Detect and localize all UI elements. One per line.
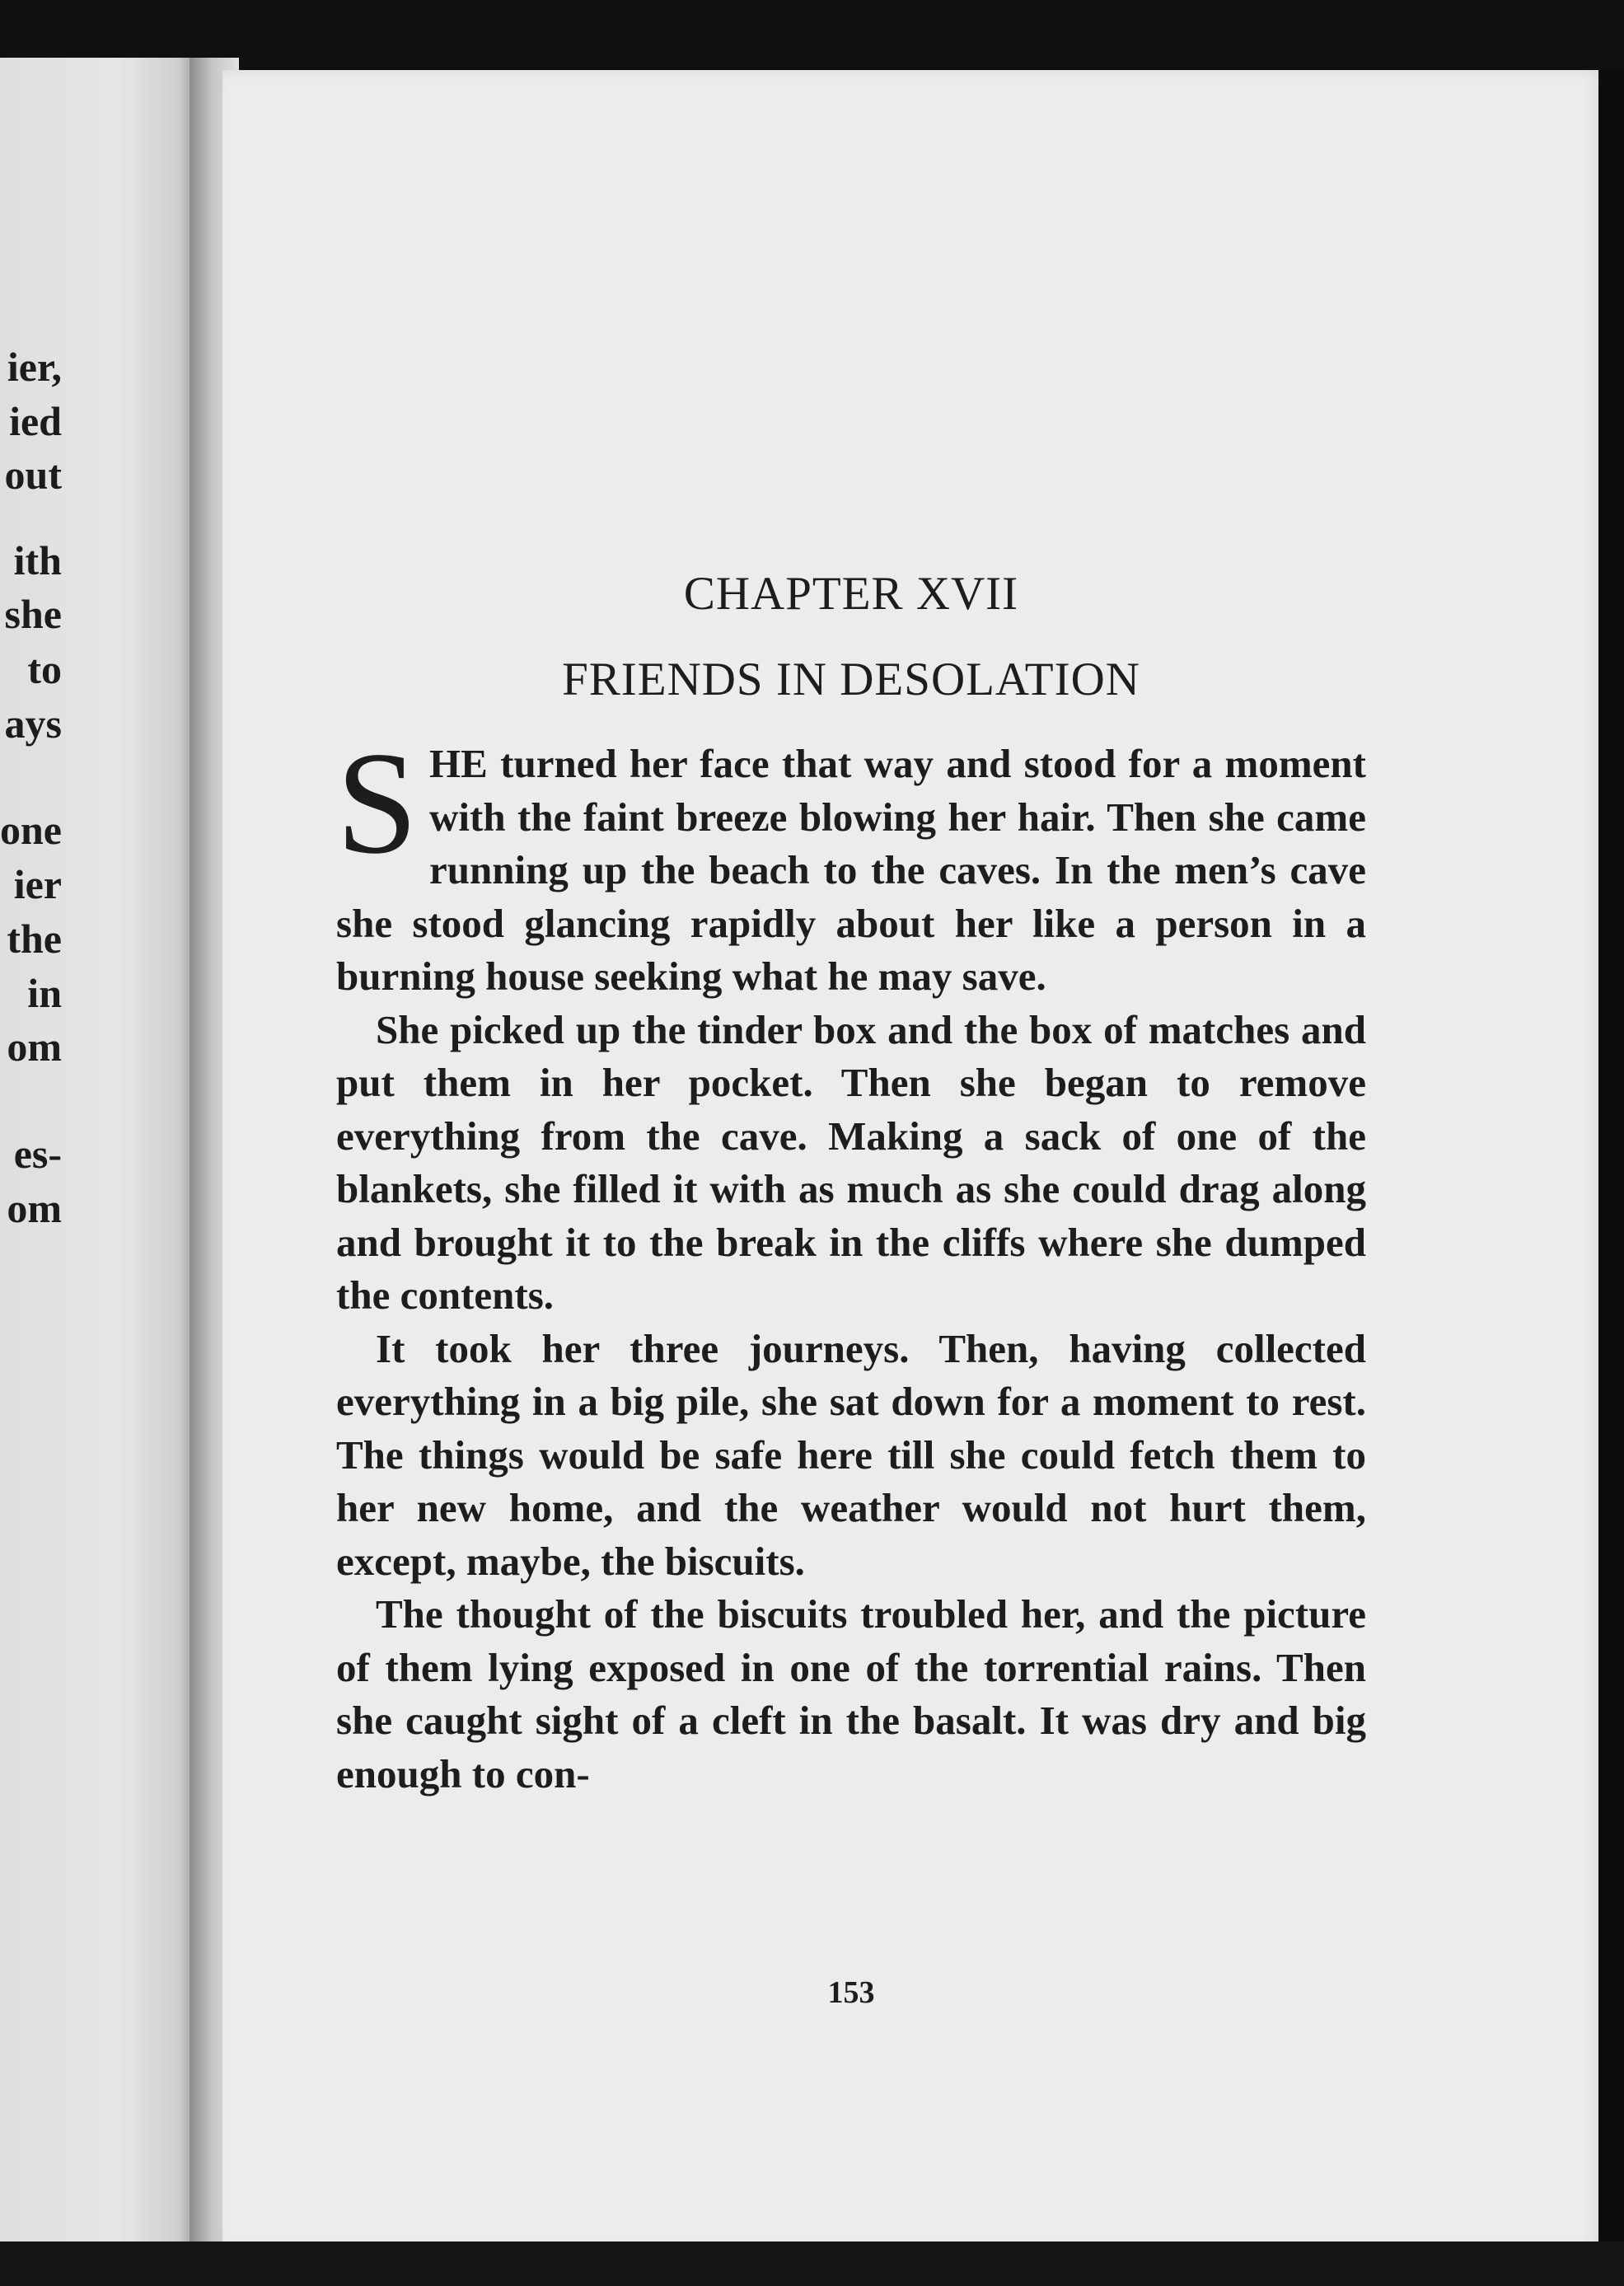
paragraph: [336, 721, 1366, 1004]
scanner-background-bottom: [0, 2241, 1624, 2286]
page-content: [336, 567, 1366, 1801]
left-page-line: in: [27, 970, 62, 1016]
chapter-number: CHAPTER XVII: [683, 568, 1019, 620]
left-page-line: ays: [4, 700, 62, 747]
left-page-line: ier,: [7, 344, 62, 390]
paragraph: She picked up the tinder box and the box of matches and put them in her pocket. Then she began to remove everything from the cave. Making a sack of one of the blankets, she filled it with as much as she could drag along and brought it to the break in the cliffs where she dumped the contents.: [336, 1006, 1366, 1319]
left-page-line: the: [7, 916, 62, 962]
facing-page-left: [0, 58, 198, 2241]
chapter-body: [336, 721, 1366, 1801]
left-page-line: out: [4, 452, 62, 498]
page-number: 153: [827, 1975, 875, 2010]
left-page-line: to: [27, 646, 62, 692]
paragraph: It took her three journeys. Then, having collected everything in a big pile, she sat down for a moment to rest. The things would be safe here till she could fetch them to her new home, and the weather would not hurt them, except, maybe, the biscuits.: [336, 1325, 1366, 1584]
paragraph: The thought of the biscuits troubled her, and the picture of them lying exposed in one of the torrential rains. Then she caught sight of a cleft in the basalt. It was dry and big enough to con-: [336, 1591, 1366, 1796]
left-page-line: om: [7, 1185, 62, 1231]
paragraph-text: HE turned her face that way and stood for a moment with the faint breeze blowing her hair. Then she came running up the beach to the caves. In the men’s cave she stood glancing rapidly about her like a person in a burning house seeking what he may save.: [336, 741, 1366, 1000]
left-page-line: ier: [13, 861, 62, 907]
left-page-line: om: [7, 1024, 62, 1070]
drop-cap: S: [336, 721, 418, 885]
left-page-line: one: [0, 807, 62, 853]
scanner-background-right: [1598, 70, 1624, 2286]
chapter-title: FRIENDS IN DESOLATION: [562, 653, 1140, 705]
left-page-line: ith: [13, 537, 62, 583]
left-page-line: es-: [13, 1131, 62, 1177]
left-page-line: she: [4, 591, 62, 637]
left-page-line: ied: [9, 398, 62, 444]
